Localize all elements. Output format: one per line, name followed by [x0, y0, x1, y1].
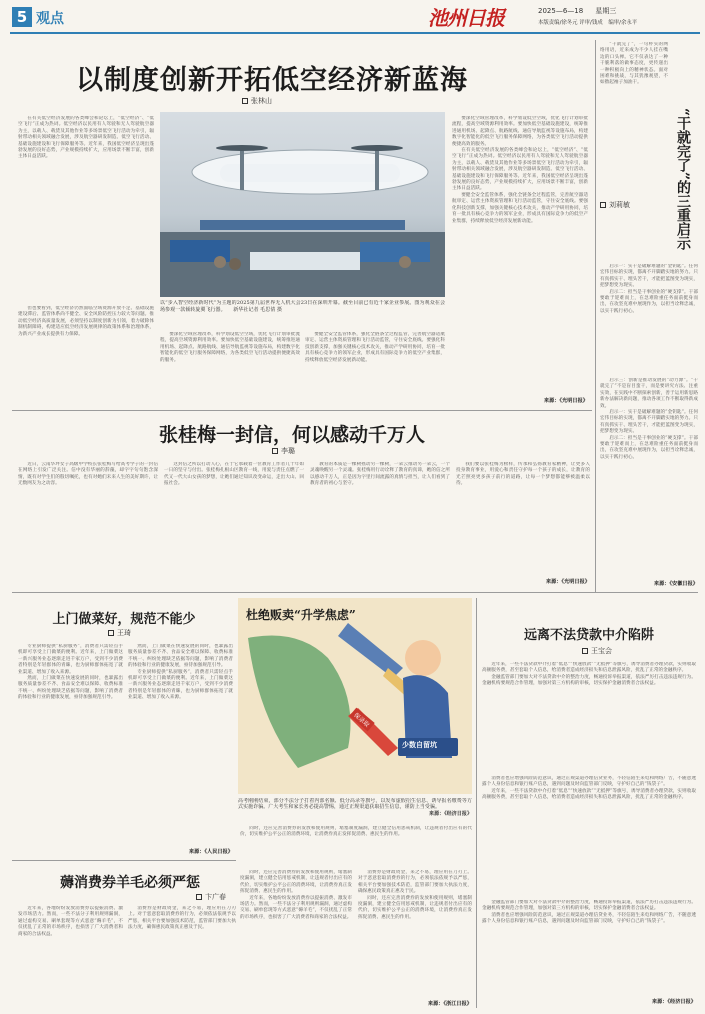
paragraph: 要健全安全监管体系，强化全链条全过程监管，完善航空器适航审定、运营主体资质管理和飞行活动监管，守住安全底线。要强化科技创新支撑，加强关键核心技术攻关，推动产学研用协同，培育一批具有核心竞争力的领军企业，形成具有国际竞争力的低空产业集群，持续释放低空经济发展新动能。 [452, 192, 588, 224]
caption-text: 高考刚刚结束，部分不法分子打着内部名额、低分高录等旗号，以发布虚假招生信息、诱导报名缴费等方式实施诈骗。广大考生和家长务必提高警惕，通过正规渠道获取招生信息，谨防上当受骗。 [238, 798, 472, 811]
byline-square-icon [108, 630, 114, 636]
caption-text: 以“步入智空经济新时代”为主题的2025第九届世界无人机大会23日在深圳开幕。截至目前已有近千家企业参展。图为观众在会场参观一款倾转旋翼飞行器。 [160, 300, 445, 313]
low-altitude-col3 [160, 332, 300, 404]
low-altitude-col1 [18, 116, 154, 306]
source-zhang-guimei: 来源：《光明日报》 [545, 579, 590, 585]
article-title-yuanke: 远离不法贷款中介陷阱 [523, 628, 654, 643]
paragraph: 近年来，一些不法贷款中介打着“低息”“快速放款”“无抵押”等旗号，诱导消费者办理贷款，实则收取高额服务费，甚至套取个人信息，给消费者造成经济损失和信息泄露风险，扰乱了正常的金融秩序。 [482, 662, 696, 674]
xiaofeiquan-col2 [128, 906, 236, 1008]
paragraph: 启示一：实干是破解难题的“金钥匙”。任何宏伟目标的实现，都离不开脚踏实地的努力。只有真抓实干、埋头苦干，才能把蓝图变为现实，把梦想变为现实。 [600, 410, 698, 435]
zhang-guimei-col1 [18, 462, 158, 582]
masthead-logo: 池州日报 [428, 6, 504, 30]
yuanke-col3 [482, 900, 696, 996]
author-name: 李璐 [281, 447, 295, 455]
paragraph: 要深化空域管理改革，科学划设低空空域，优化飞行计划审批流程，提高空域资源利用效率。要加快低空基础设施建设，统筹推进通用机场、起降点、航路航线、通信导航监视等设施布局，构建数字化智能化的低空飞行服务保障网络，为各类低空飞行活动提供便捷高效的服务。 [160, 332, 300, 363]
paragraph: 专业厨师提供“私厨服务”，消费者只需轻点手机即可享受上门做菜的便利。近年来，上门做菜这一新兴服务业态逐渐走进千家万户，受到不少消费者特别是年轻群体的青睐，也为厨师群体拓宽了就业渠道、增加了收入来源。 [18, 644, 123, 675]
cartoon-sign: 少数自留坑 [402, 740, 437, 749]
shangmen-col2 [128, 644, 233, 844]
ganjiu-col2 [600, 264, 698, 374]
zhang-guimei-col2 [164, 462, 304, 582]
paragraph: 消费者也应增强风险防范意识，通过正规渠道办理信贷业务，不轻信陌生来电和网络广告，不随意透露个人身份信息和银行账户信息，遇到问题及时向监管部门反映，守护好自己的“钱袋子”。 [482, 912, 696, 925]
divider-h1 [12, 410, 592, 411]
source-xiaofeiquan: 来源：《浙江日报》 [427, 1001, 472, 1007]
paragraph: 在有关低空经济发展的各类峰会和论坛上，“低空经济”、“低空飞行”正成为热词。低空经济以民用有人驾驶和无人驾驶航空器为主，以载人、载货及其他作业等多场景低空飞行活动为牵引，辐射带动相关领域融合发展，涉及航空器研发制造、低空飞行活动、基础设施建设和飞行保障服务等。近年来，我国低空经济呈现出蓬勃发展的良好态势，产业规模持续扩大，应用场景不断丰富，创新主体日益活跃。 [18, 116, 154, 160]
xiaofeiquan-col3 [240, 870, 352, 1006]
article-title-low-altitude: 以制度创新开拓低空经济新蓝海 [76, 65, 468, 96]
zhang-guimei-col3 [310, 462, 450, 582]
paragraph: 近年来，各地纷纷发放消费券以提振消费、激发市场活力。然而，一些不法分子利用规则漏洞，通过虚构交易、刷单套现等方式恶意“薅羊毛”，不仅扰乱了正常的市场秩序，也损害了广大消费者和商家的合法权益。 [240, 895, 352, 920]
paragraph: 消费券是财政资金，来之不易，理应用在刀刃上。对于恶意套取消费券的行为，必须依法依规予以严惩，相关平台要加强技术防范，监管部门要加大执法力度，确保惠民政策真正惠及于民。 [358, 870, 472, 895]
page-number-badge [12, 7, 32, 27]
low-altitude-col2 [18, 306, 154, 402]
divider-v-right [595, 40, 596, 592]
paragraph: 近年来，一些不法贷款中介打着“低息”“快速放款”“无抵押”等旗号，诱导消费者办理贷款，实则收取高额服务费，甚至套取个人信息，给消费者造成经济损失和信息泄露风险，扰乱了正常的金融秩序。 [482, 788, 696, 801]
cartoon-caption [238, 798, 472, 822]
cartoon-panel [238, 598, 472, 794]
paragraph: 同时，还应完善消费券的发放和使用规则，堵塞制度漏洞，建立健全信用惩戒机制，让违规者付出应有的代价，切实维护公平公正的消费环境，让消费券真正发挥促消费、惠民生的作用。 [240, 870, 352, 895]
ganjiu-intro [600, 42, 668, 197]
byline-square-icon [582, 648, 588, 654]
cartoon-credit: 来源：《经济日报》 [429, 810, 472, 817]
paragraph: 专业厨师提供“私厨服务”，消费者只需轻点手机即可享受上门做菜的便利。近年来，上门做菜这一新兴服务业态逐渐走进千家万户，受到不少消费者特别是年轻群体的青睐，也为厨师群体拓宽了就业渠道、增加了收入来源。 [128, 669, 233, 701]
byline-xiaofeiquan [196, 892, 226, 902]
author-name: 卞广春 [205, 893, 226, 901]
photo-caption [160, 300, 445, 328]
paragraph: 近日，云南华坪女子高级中学校长张桂梅写给高考学子的一封信在网络上引发广泛关注。信中没有华丽的辞藻，却字字句句饱含深情，既有对学生们的殷切嘱托，也有对她们未来人生的美好期许，让无数网友为之动容。 [18, 462, 158, 487]
byline-square-icon [242, 98, 248, 104]
low-altitude-col5 [452, 116, 588, 396]
source-low-altitude: 来源：《光明日报》 [543, 398, 588, 404]
cartoon-title: 杜绝贩卖“升学焦虑” [246, 608, 356, 622]
author-name: 刘莉敏 [609, 201, 630, 209]
paragraph: 启示三：创新是推动发展的“动力源”。“干就完了”不是盲目蛮干，而是要讲究方法、注重实效，在实践中不断探索创新，善于运用新思路新办法解决新问题，推动各项工作不断取得新成效。 [600, 378, 698, 409]
section-title: 观点 [36, 11, 64, 27]
paragraph: 但也要看到，低空经济仍然面临空域资源开放不足、基础设施建设滞后、监管体系尚不健全、安全风险防控压力较大等问题。推动低空经济高质量发展，必须坚持以制度创新为引领，着力破除体制机制障碍，构建适应低空经济发展规律的政策体系和治理体系，为新兴产业成长提供有力保障。 [18, 306, 154, 337]
paragraph: 金融监管部门要加大对不法贷款中介的整治力度，畅通投诉举报渠道，依法严厉打击违法违规行为。金融机构要规范合作管理，加强对第三方机构的审核，切实保护金融消费者合法权益。 [482, 674, 696, 687]
paragraph: 近年来，各地纷纷发放消费券以提振消费、激发市场活力。然而，一些不法分子利用规则漏洞，通过虚构交易、刷单套现等方式恶意“薅羊毛”，不仅扰乱了正常的市场秩序，也损害了广大消费者和商家的合法权益。 [18, 906, 123, 937]
zhang-guimei-col4 [456, 462, 590, 574]
cartoon-illustration [238, 598, 472, 794]
divider-h2 [12, 592, 698, 593]
byline-zhang-guimei [272, 446, 295, 456]
source-shangmen: 来源：《人民日报》 [188, 849, 233, 855]
paragraph: 要健全安全监管体系，强化全链条全过程监管，完善航空器适航审定、运营主体资质管理和飞行活动监管，守住安全底线。要强化科技创新支撑，加强关键核心技术攻关，推动产学研用协同，培育一批具有核心竞争力的领军企业，形成具有国际竞争力的低空产业集群，持续释放低空经济发展新动能。 [305, 332, 445, 363]
paragraph: 消费者也应增强风险防范意识，通过正规渠道办理信贷业务，不轻信陌生来电和网络广告，不随意透露个人身份信息和银行账户信息，遇到问题及时向监管部门反映，守护好自己的“钱袋子”。 [482, 776, 696, 788]
byline-yuanke [582, 646, 612, 656]
paragraph: 消费券是财政资金，来之不易，理应用在刀刃上。对于恶意套取消费券的行为，必须依法依规予以严惩，相关平台要加强技术防范，监管部门要加大执法力度，确保惠民政策真正惠及于民。 [128, 906, 236, 931]
article-title-ganjiu: “干就完了”的三重启示 [675, 108, 691, 251]
article-title-zhang-guimei: 张桂梅一封信，何以感动千万人 [158, 424, 425, 446]
byline-square-icon [600, 202, 606, 208]
paragraph: 然而，上门做菜在快速发展的同时，也暴露出服务质量参差不齐、食品安全难以保障、收费标准不统一、纠纷处理缺乏依据等问题，影响了消费者的体验和行业的健康发展，亟待加强规范引导。 [18, 676, 123, 701]
byline-ganjiu [600, 200, 670, 210]
paragraph: 要深化空域管理改革，科学划设低空空域，优化飞行计划审批流程，提高空域资源利用效率。要加快低空基础设施建设，统筹推进通用机场、起降点、航路航线、通信导航监视等设施布局，构建数字化智能化的低空飞行服务保障网络，为各类低空飞行活动提供便捷高效的服务。 [452, 116, 588, 147]
paragraph: 我们要以张桂梅为榜样，传承和弘扬教育家精神，让更多人投身教育事业，用爱心和责任守护每一个孩子的成长，让教育的光芒照亮更多孩子前行的道路，让每一个梦想都能够被温柔以待。 [456, 462, 590, 487]
paragraph: 启示一：实干是破解难题的“金钥匙”。任何宏伟目标的实现，都离不开脚踏实地的努力。只有真抓实干、埋头苦干，才能把蓝图变为现实，把梦想变为现实。 [600, 264, 698, 289]
author-name: 张林山 [251, 97, 272, 105]
page-number: 5 [16, 8, 28, 26]
weekday-text: 星期三 [595, 7, 617, 15]
author-name: 王宝会 [591, 647, 612, 655]
page-header [0, 0, 705, 34]
paragraph: 同时，还应完善消费券的发放和使用规则，堵塞制度漏洞，建立健全信用惩戒机制，让违规者付出应有的代价，切实维护公平公正的消费环境，让消费券真正发挥促消费、惠民生的作用。 [358, 895, 472, 920]
byline-square-icon [196, 894, 202, 900]
date-text: 2025—6—18 [538, 7, 584, 15]
source-ganjiu: 来源：《安徽日报》 [653, 581, 698, 587]
byline-low-altitude [242, 96, 272, 106]
paragraph: 这封信之所以打动人心，在于它承载着一位教育工作者几十年如一日的坚守与付出。张桂梅扎根山区教育一线，用爱与责任点燃了一代又一代大山女孩的梦想，让她们通过知识改变命运，走出大山、回报社会。 [164, 462, 304, 487]
low-altitude-col4 [305, 332, 445, 404]
divider-h3 [12, 860, 236, 861]
editor-text: 本版责编/徐冬元 评审/钱成 [538, 20, 603, 26]
paragraph: 同时，还应完善消费券的发放和使用规则，堵塞制度漏洞，建立健全信用惩戒机制，让违规者付出应有的代价，切实维护公平公正的消费环境，让消费券真正发挥促消费、惠民生的作用。 [240, 826, 472, 838]
yuanke-col2 [482, 776, 696, 896]
issue-date [538, 6, 616, 16]
byline-square-icon [272, 448, 278, 454]
editor-line [538, 18, 637, 26]
shangmen-col1 [18, 644, 123, 854]
proof-text: 编审/余永平 [608, 20, 638, 26]
xiaofeiquan-col4 [358, 870, 472, 998]
paragraph: “干就完了”，一句朴实的网络用语，近来成为不少人挂在嘴边的口头禅。它不仅表达了一种干脆利落的做事态度，更传递出一种积极向上的精神状态。面对困难和挑战，与其犹豫观望，不如撸起袖子加油干。 [600, 42, 668, 86]
ganjiu-title-box [672, 108, 698, 258]
xiaofeiquan-col1 [18, 906, 123, 1008]
article-title-xiaofeiquan: 薅消费券羊毛必须严惩 [60, 875, 200, 891]
divider-v-mid [476, 598, 477, 1008]
yuanke-col1 [482, 662, 696, 772]
aircraft-illustration [160, 112, 445, 297]
article-title-shangmen: 上门做菜好，规范不能少 [52, 612, 196, 627]
cartoon-ribbon: 保录取 [349, 708, 374, 732]
author-name: 王琦 [117, 629, 131, 637]
xiaofeiquan-lead [240, 826, 472, 866]
header-divider [10, 32, 700, 34]
paragraph: 教育的本质是一棵树摇动另一棵树，一朵云推动另一朵云，一个灵魂唤醒另一个灵魂。张桂梅用行动诠释了教育的真谛，她的信之所以感动千万人，正是因为字里行间流露的真情与担当，让人们看到了教育者的初心与坚守。 [310, 462, 450, 487]
paragraph: 启示二：担当是干事创业的“硬支撑”。干部要敢于迎难而上，在急难险重任务面前挺身而出，在攻坚克难中展现作为，以担当诠释忠诚，以实干践行初心。 [600, 289, 698, 314]
photo-credit: 新华社记者 毛思倩 摄 [233, 306, 283, 313]
paragraph: 然而，上门做菜在快速发展的同时，也暴露出服务质量参差不齐、食品安全难以保障、收费标准不统一、纠纷处理缺乏依据等问题，影响了消费者的体验和行业的健康发展，亟待加强规范引导。 [128, 644, 233, 669]
paragraph: 金融监管部门要加大对不法贷款中介的整治力度，畅通投诉举报渠道，依法严厉打击违法违规行为。金融机构要规范合作管理，加强对第三方机构的审核，切实保护金融消费者合法权益。 [482, 900, 696, 912]
low-altitude-photo [160, 112, 445, 297]
paragraph: 启示二：担当是干事创业的“硬支撑”。干部要敢于迎难而上，在急难险重任务面前挺身而出，在攻坚克难中展现作为，以担当诠释忠诚，以实干践行初心。 [600, 435, 698, 460]
source-yuanke: 来源：《经济日报》 [651, 999, 696, 1005]
byline-shangmen [108, 628, 131, 638]
paragraph: 在有关低空经济发展的各类峰会和论坛上，“低空经济”、“低空飞行”正成为热词。低空经济以民用有人驾驶和无人驾驶航空器为主，以载人、载货及其他作业等多场景低空飞行活动为牵引，辐射带动相关领域融合发展，涉及航空器研发制造、低空飞行活动、基础设施建设和飞行保障服务等。近年来，我国低空经济呈现出蓬勃发展的良好态势，产业规模持续扩大，应用场景不断丰富，创新主体日益活跃。 [452, 148, 588, 192]
ganjiu-col3 [600, 378, 698, 578]
